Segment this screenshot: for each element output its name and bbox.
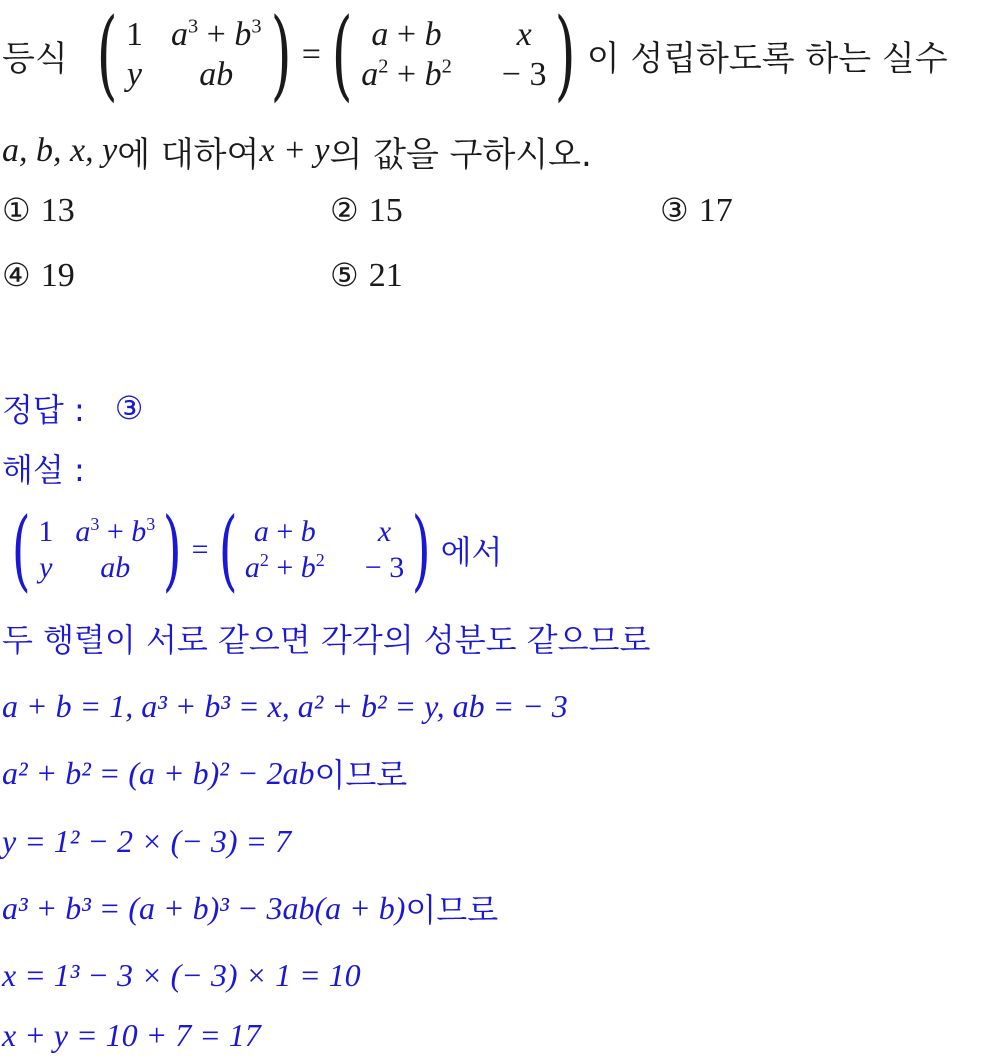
answer-value: ③ (114, 389, 144, 427)
solution-left-matrix: ( 1 $a^3 + b^3$ y ab ) (11, 498, 182, 601)
equals-sign: = (191, 533, 209, 566)
explanation-label: 해설 : (2, 451, 85, 489)
step3-suffix: 이므로 (314, 756, 408, 794)
solution-step-6: x = 1³ − 3 × (− 3) × 1 = 10 (2, 956, 361, 993)
option-2[interactable] (330, 190, 403, 230)
right-matrix: ( a + b x $a^2 + b^2$ − 3 ) (331, 0, 577, 112)
option-number: ③ (660, 191, 689, 229)
solution-step-3 (2, 750, 407, 796)
question-prefix: 등식 (2, 38, 68, 79)
option-3[interactable] (660, 190, 733, 230)
question-variables: a, b, x, y (2, 132, 118, 169)
solution-step-2: a + b = 1, a³ + b³ = x, a² + b² = y, ab = − 3 (2, 687, 568, 724)
option-value: 15 (368, 192, 403, 229)
question-text-end: 의 값을 구하시오. (329, 134, 592, 175)
left-paren: ( (218, 498, 238, 601)
option-number: ① (2, 191, 31, 229)
option-5[interactable] (330, 255, 403, 295)
option-value: 13 (40, 192, 75, 229)
right-paren: ) (555, 0, 577, 112)
solution-step-7: x + y = 10 + 7 = 17 (2, 1016, 261, 1053)
option-4[interactable] (2, 255, 75, 295)
left-paren: ( (11, 498, 31, 601)
solution-step-1: 두 행렬이 서로 같으면 각각의 성분도 같으므로 (2, 621, 651, 659)
question-line-2 (2, 128, 592, 174)
option-1[interactable] (2, 190, 75, 230)
answer-line (2, 385, 143, 431)
right-paren: ) (162, 498, 182, 601)
option-number: ② (330, 191, 359, 229)
solution-right-matrix: ( a + b x $a^2 + b^2$ − 3 ) (218, 498, 431, 601)
question-expression: x + y (259, 132, 330, 169)
step5-suffix: 이므로 (405, 891, 499, 929)
solution-step-5 (2, 885, 498, 931)
answer-label: 정답 : (2, 391, 85, 429)
right-paren: ) (270, 0, 292, 112)
step3-expression: a² + b² = (a + b)² − 2ab (2, 754, 315, 791)
option-value: 17 (698, 192, 733, 229)
question-text: 에 대하여 (117, 134, 260, 175)
step5-expression: a³ + b³ = (a + b)³ − 3ab(a + b) (2, 889, 406, 926)
left-matrix: ( 1 $a^3 + b^3$ y ab ) (96, 0, 292, 112)
equals-sign: = (301, 36, 321, 73)
question-suffix: 이 성립하도록 하는 실수 (586, 38, 948, 79)
option-number: ⑤ (330, 256, 359, 294)
question-line-1 (2, 0, 948, 110)
solution-matrix-line (2, 500, 502, 600)
left-paren: ( (331, 0, 353, 112)
option-value: 21 (368, 257, 403, 294)
left-paren: ( (96, 0, 118, 112)
solution-step-4: y = 1² − 2 × (− 3) = 7 (2, 822, 292, 859)
option-number: ④ (2, 256, 31, 294)
right-paren: ) (411, 498, 431, 601)
matrix-suffix: 에서 (440, 533, 503, 571)
option-value: 19 (40, 257, 75, 294)
